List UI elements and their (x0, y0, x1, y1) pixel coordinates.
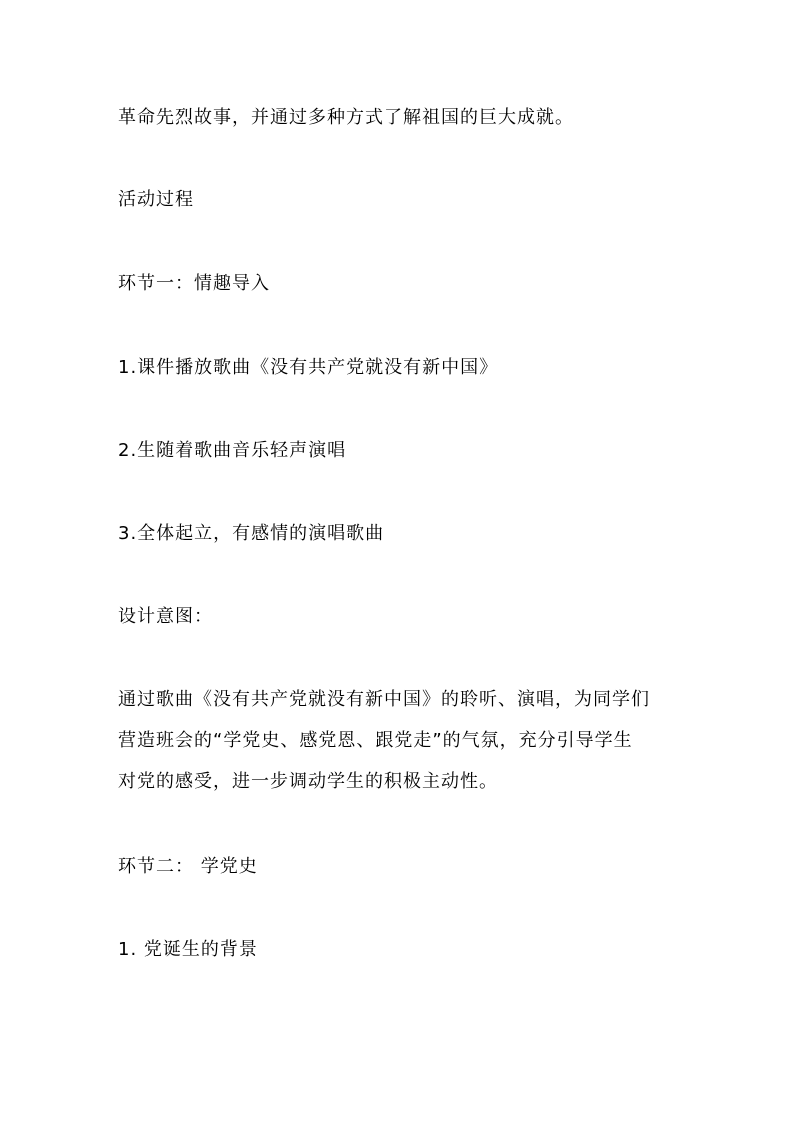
list-item-1: 1.课件播放歌曲《没有共产党就没有新中国》 (118, 357, 499, 378)
design-intent-paragraph (118, 679, 688, 802)
step-heading-two: 环节二： 学党史 (118, 856, 258, 877)
section-heading-activity-process: 活动过程 (118, 189, 194, 210)
paragraph-line-1: 通过歌曲《没有共产党就没有新中国》的聆听、演唱，为同学们 (118, 689, 650, 710)
paragraph-line-2: 营造班会的“学党史、感党恩、跟党走”的气氛，充分引导学生 (118, 730, 633, 751)
design-intent-label: 设计意图： (118, 606, 213, 627)
step-heading-one: 环节一：情趣导入 (118, 273, 270, 294)
text-line-intro-continuation: 革命先烈故事，并通过多种方式了解祖国的巨大成就。 (118, 107, 574, 128)
paragraph-line-3: 对党的感受，进一步调动学生的积极主动性。 (118, 771, 498, 792)
subsection-heading-1: 1. 党诞生的背景 (118, 939, 258, 960)
list-item-2: 2.生随着歌曲音乐轻声演唱 (118, 440, 347, 461)
list-item-3: 3.全体起立，有感情的演唱歌曲 (118, 523, 385, 544)
